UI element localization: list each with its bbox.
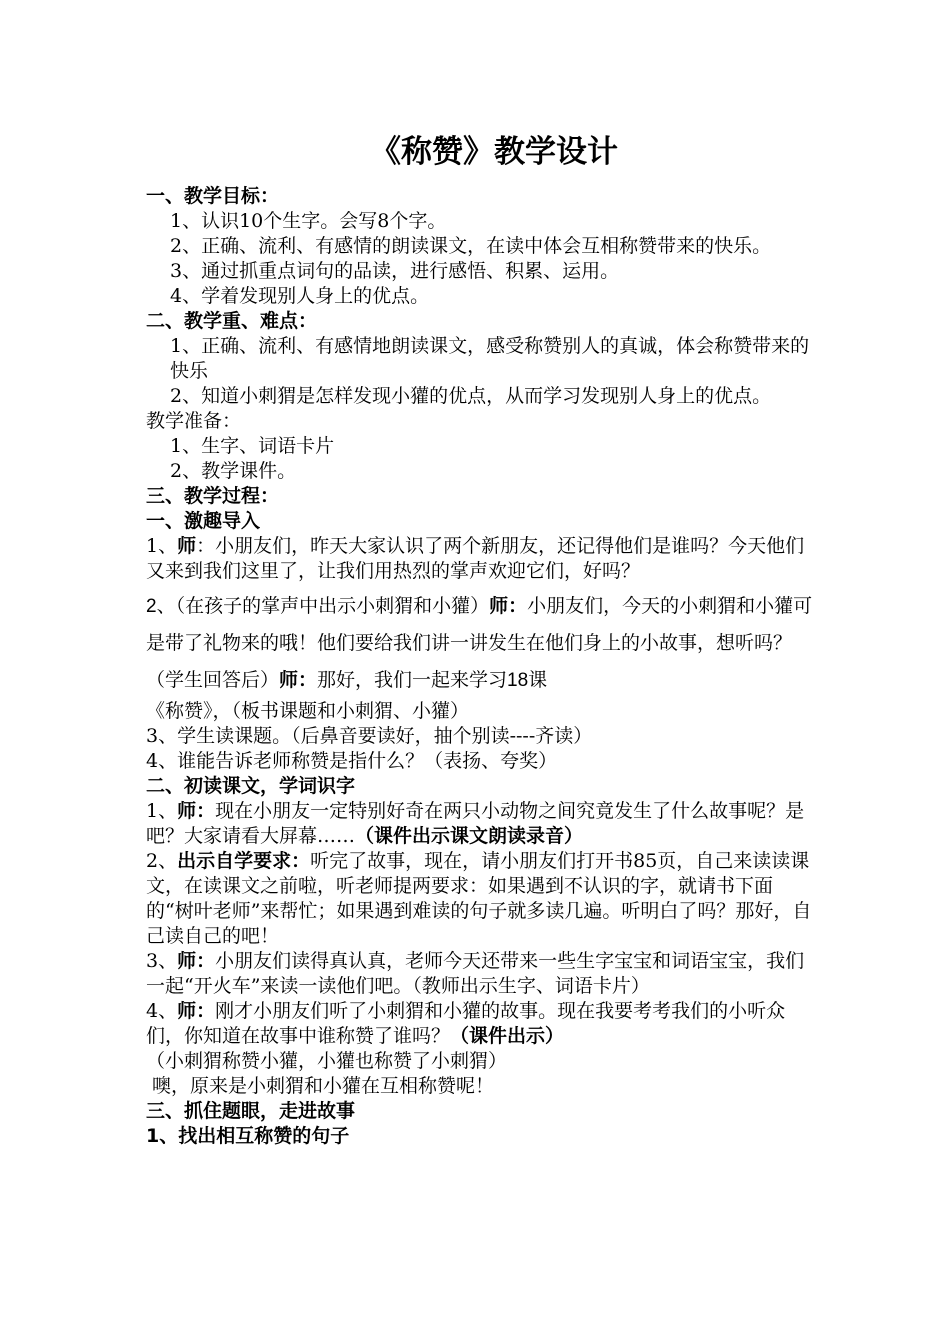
paragraph-number: 4、: [146, 1000, 178, 1022]
part-heading-intro: 一、激趣导入: [146, 510, 261, 532]
paragraph-text: 刚才小朋友们听了小刺猬和小獾的故事。现在我要考考我们的小听众们，你知道在故事中谁称赞了谁吗？: [146, 1000, 786, 1047]
paragraph-text: 听完了故事，现在，请小朋友们打开书85页，自己来读读课文，在读课文之前啦，听老师提两要求：如果遇到不认识的字，就请书下面的“树叶老师”来帮忙；如果遇到难读的句子就多读几遍。听明白了吗？那好，自己读自己的吧！: [146, 850, 812, 947]
reading-paragraph-4: [146, 999, 818, 1049]
paragraph-number: 1、: [146, 535, 178, 557]
self-study-label: 出示自学要求：: [177, 850, 311, 872]
teacher-label: 师：: [489, 595, 528, 617]
paragraph-number: 1、: [146, 800, 178, 822]
courseware-note: （课件出示）: [450, 1025, 565, 1047]
paragraph-number: 2、: [146, 596, 176, 617]
key-point-item: 2、知道小刺猬是怎样发现小獾的优点，从而学习发现别人身上的优点。: [170, 385, 772, 407]
preparation-item: 2、教学课件。: [170, 460, 297, 482]
paragraph-text: （在孩子的掌声中出示小刺猬和小獾）: [175, 595, 490, 617]
section-heading-process: 三、教学过程：: [146, 485, 280, 507]
reading-paragraph-5: （小刺猬称赞小獾，小獾也称赞了小刺猬）: [146, 1050, 508, 1072]
objective-text: 2、正确、流利、有感情的朗读课文，在读中体会互相称赞带来的快乐。: [170, 235, 772, 257]
paragraph-text: 小朋友们读得真认真，老师今天还带来一些生字宝宝和词语宝宝，我们一起“开火车”来读一读他们吧。（教师出示生字、词语卡片）: [146, 950, 805, 997]
teacher-label: 师：: [177, 1000, 216, 1022]
section-heading-objectives: 一、教学目标：: [146, 185, 280, 207]
paragraph-text: 现在小朋友一定特别好奇在两只小动物之间究竟发生了什么故事呢？是吧？大家请看大屏幕……: [146, 800, 805, 847]
paragraph-text: ：小朋友们，昨天大家认识了两个新朋友，还记得他们是谁吗？今天他们又来到我们这里了，让我们用热烈的掌声欢迎它们，好吗？: [146, 535, 805, 582]
teacher-label: 师：: [279, 669, 318, 691]
teacher-label: 师: [177, 535, 197, 557]
key-point-item: 1、正确、流利、有感情地朗读课文，感受称赞别人的真诚，体会称赞带来的快乐: [170, 335, 810, 382]
document-title: 《称赞》教学设计: [370, 134, 618, 170]
paragraph-number: 3、: [146, 950, 178, 972]
paragraph-number: 2、: [146, 850, 178, 872]
intro-paragraph-2-cont: 《称赞》，（板书课题和小刺猬、小獾）: [146, 700, 470, 722]
objective-item: 1、认识10个生字。会写8个字。: [170, 210, 447, 232]
section-heading-preparation: 教学准备：: [146, 410, 242, 432]
reading-paragraph-2: [146, 849, 818, 949]
reading-paragraph-6: 噢，原来是小刺猬和小獾在互相称赞呢！: [152, 1075, 495, 1097]
teacher-label: 师：: [177, 950, 216, 972]
objective-item: 3、通过抓重点词句的品读，进行感悟、积累、运用。: [170, 260, 620, 282]
objective-item: 4、学着发现别人身上的优点。: [170, 285, 430, 307]
intro-paragraph-3: 3、学生读课题。（后鼻音要读好，抽个别读----齐读）: [146, 725, 593, 747]
story-subheading-1: 1、找出相互称赞的句子: [146, 1125, 350, 1147]
reading-paragraph-3: [146, 949, 818, 999]
objective-item: [146, 234, 818, 259]
teacher-label: 师：: [177, 800, 216, 822]
preparation-item: 1、生字、词语卡片: [170, 435, 335, 457]
paragraph-text: 小朋友们，今天的小刺猬和小獾可是带了礼物来的哦！他们要给我们讲一讲发生在他们身上的小故事，想听吗？（学生回答后）: [146, 596, 813, 691]
part-heading-story: 三、抓住题眼，走进故事: [146, 1100, 356, 1122]
intro-paragraph-1: [146, 534, 818, 584]
part-heading-first-reading: 二、初读课文，学词识字: [146, 775, 356, 797]
intro-paragraph-2: [146, 588, 818, 699]
section-heading-key-points: 二、教学重、难点：: [146, 310, 318, 332]
reading-paragraph-1: [146, 799, 818, 849]
intro-paragraph-4: 4、谁能告诉老师称赞是指什么？（表扬、夸奖）: [146, 750, 558, 772]
courseware-note: （课件出示课文朗读录音）: [355, 825, 584, 847]
paragraph-text: 那好，我们一起来学习18课: [317, 670, 548, 691]
